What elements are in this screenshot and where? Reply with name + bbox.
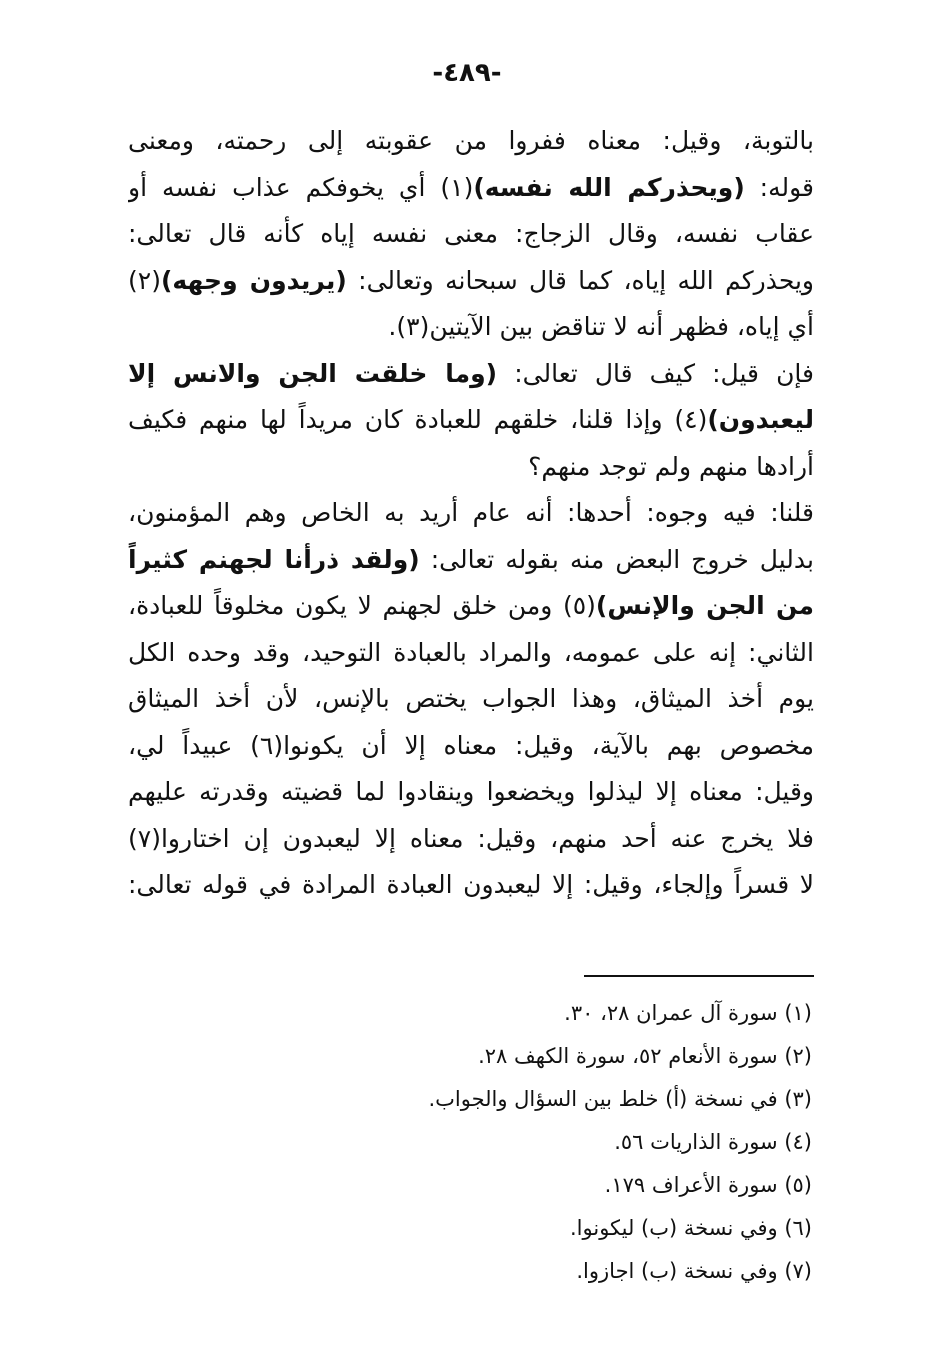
text-segment: قوله: bbox=[744, 172, 814, 202]
footnote: (٧) وفي نسخة (ب) اجازوا. bbox=[576, 1259, 812, 1283]
text-segment: وقيل: معناه إلا ليذلوا ويخضعوا وينقادوا لما قضيته وقدرته عليهم bbox=[128, 777, 814, 806]
quran-quote: ليعبدون) bbox=[707, 405, 814, 434]
text-line bbox=[128, 258, 814, 305]
text-line bbox=[128, 769, 814, 816]
text-line bbox=[128, 444, 814, 491]
text-line bbox=[128, 397, 814, 444]
text-line bbox=[128, 630, 814, 677]
quran-quote: (ويحذركم الله نفسه) bbox=[473, 172, 745, 202]
text-segment: أرادها منهم ولم توجد منهم؟ bbox=[528, 451, 814, 481]
text-segment: بدليل خروج البعض منه بقوله تعالى: bbox=[419, 544, 814, 574]
text-line bbox=[128, 723, 814, 770]
text-segment: مخصوص بهم بالآية، وقيل: معناه إلا أن يكونوا(٦) عبيداً لي، bbox=[128, 730, 814, 760]
quran-quote: (ولقد ذرأنا لجهنم كثيراً bbox=[128, 544, 420, 574]
text-segment: لا قسراً وإلجاء، وقيل: إلا ليعبدون العبادة المرادة في قوله تعالى: bbox=[128, 870, 814, 899]
text-line bbox=[128, 490, 814, 537]
page-number: -٤٨٩- bbox=[432, 58, 502, 88]
footnote-divider bbox=[584, 975, 814, 977]
text-line bbox=[128, 211, 814, 258]
quran-quote: (يريدون وجهه) bbox=[160, 265, 347, 295]
text-segment: (١) أي يخوفكم عذاب نفسه أو bbox=[128, 172, 474, 202]
text-segment: عقاب نفسه، وقال الزجاج: معنى نفسه إياه كأنه قال تعالى: bbox=[128, 219, 814, 248]
footnote: (٦) وفي نسخة (ب) ليكونوا. bbox=[570, 1216, 812, 1240]
text-segment: أي إياه، فظهر أنه لا تناقض بين الآيتين(٣). bbox=[388, 312, 814, 341]
text-segment: (٥) ومن خلق لجهنم لا يكون مخلوقاً للعبادة، bbox=[128, 591, 596, 620]
footnote: (٥) سورة الأعراف ١٧٩. bbox=[604, 1173, 812, 1197]
footnote: (٤) سورة الذاريات ٥٦. bbox=[614, 1130, 812, 1154]
text-line bbox=[128, 537, 814, 584]
text-line bbox=[128, 583, 814, 630]
text-segment: قلنا: فيه وجوه: أحدها: أنه عام أريد به الخاص وهم المؤمنون، bbox=[128, 498, 814, 527]
text-segment: الثاني: إنه على عمومه، والمراد بالعبادة التوحيد، وقد وحده الكل bbox=[128, 637, 814, 667]
text-segment: يوم أخذ الميثاق، وهذا الجواب يختص بالإنس، لأن أخذ الميثاق bbox=[128, 684, 814, 713]
quran-quote: من الجن والإنس) bbox=[595, 591, 814, 620]
text-segment: (٤) وإذا قلنا، خلقهم للعبادة كان مريداً لها منهم فكيف bbox=[128, 405, 708, 434]
text-line bbox=[128, 304, 814, 351]
text-segment: ويحذركم الله إياه، كما قال سبحانه وتعالى: bbox=[346, 265, 814, 295]
footnote: (٣) في نسخة (أ) خلط بين السؤال والجواب. bbox=[428, 1087, 812, 1111]
main-text bbox=[128, 118, 814, 909]
text-segment: بالتوبة، وقيل: معناه ففروا من عقوبته إلى رحمته، ومعنى bbox=[128, 126, 814, 155]
text-line bbox=[128, 118, 814, 165]
text-line bbox=[128, 816, 814, 863]
text-line bbox=[128, 676, 814, 723]
quran-quote: (وما خلقت الجن والانس إلا bbox=[128, 358, 498, 388]
footnote: (٢) سورة الأنعام ٥٢، سورة الكهف ٢٨. bbox=[478, 1044, 812, 1068]
footnote: (١) سورة آل عمران ٢٨، ٣٠. bbox=[564, 1001, 812, 1025]
text-segment: فإن قيل: كيف قال تعالى: bbox=[497, 358, 814, 388]
text-segment: فلا يخرج عنه أحد منهم، وقيل: معناه إلا ليعبدون إن اختاروا(٧) bbox=[128, 823, 814, 853]
footnotes bbox=[400, 992, 812, 1293]
text-segment: (٢) bbox=[128, 265, 161, 295]
text-line bbox=[128, 862, 814, 909]
text-line bbox=[128, 165, 814, 212]
text-line bbox=[128, 351, 814, 398]
